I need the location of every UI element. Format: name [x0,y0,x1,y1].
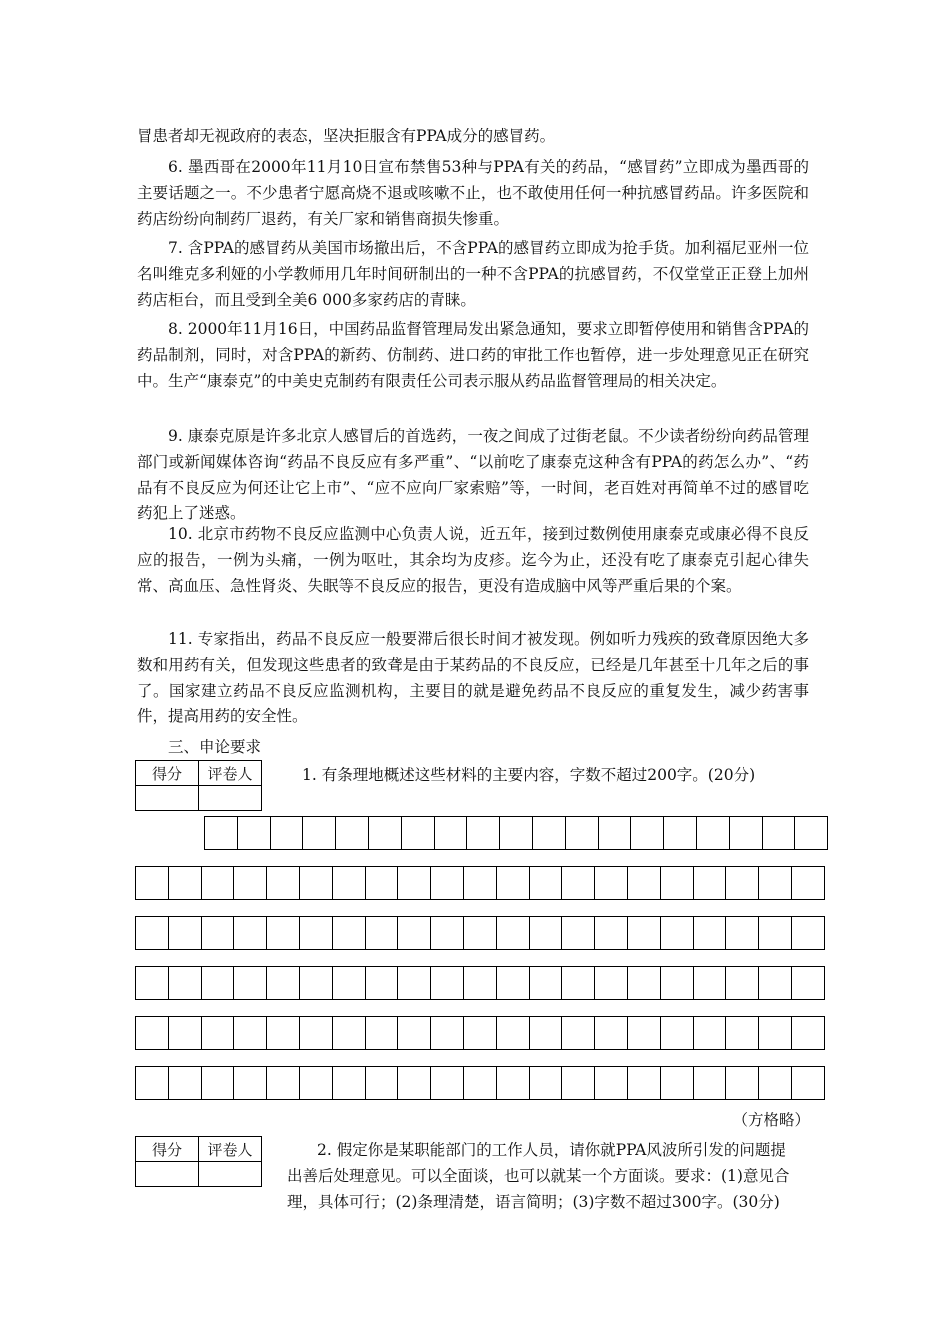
answer-grid-cell[interactable] [299,866,333,900]
answer-grid-cell[interactable] [725,916,759,950]
paragraph-9: 9. 康泰克原是许多北京人感冒后的首选药，一夜之间成了过街老鼠。不少读者纷纷向药品管理部门或新闻媒体咨询“药品不良反应有多严重”、“以前吃了康泰克这种含有PPA的药怎么办”、“药品有不良反应为何还让它上市”、“应不应向厂家索赔”等，一时间，老百姓对再简单不过的感冒吃药犯上了迷惑。 [137,427,809,523]
answer-grid-cell[interactable] [791,1066,825,1100]
answer-grid-cell[interactable] [266,966,300,1000]
answer-grid-cell[interactable] [201,1016,235,1050]
answer-grid-cell[interactable] [201,1066,235,1100]
answer-grid-cell[interactable] [266,1066,300,1100]
answer-grid-cell[interactable] [594,966,628,1000]
answer-grid-cell[interactable] [299,966,333,1000]
score-label: 得分 [136,761,199,786]
section-heading: 三、申论要求 [168,738,262,756]
paragraph-continuation: 冒患者却无视政府的表态，坚决拒服含有PPA成分的感冒药。 [137,127,556,145]
score-box-2 [135,1136,262,1187]
answer-grid-cell[interactable] [660,1016,694,1050]
answer-grid-cell[interactable] [463,1066,497,1100]
answer-grid-cell[interactable] [627,916,661,950]
answer-grid-cell[interactable] [335,816,369,850]
answer-grid-cell[interactable] [627,1016,661,1050]
answer-grid-cell[interactable] [237,816,271,850]
answer-grid-cell[interactable] [791,1016,825,1050]
question-2-line1: 2. 假定你是某职能部门的工作人员，请你就PPA风波所引发的问题提 [317,1141,786,1159]
answer-grid-cell[interactable] [725,866,759,900]
paragraph-7: 7. 含PPA的感冒药从美国市场撤出后，不含PPA的感冒药立即成为抢手货。加利福尼亚州一位名叫维克多利娅的小学教师用几年时间研制出的一种不含PPA的抗感冒药，不仅堂堂正正登上加州药店柜台，而且受到全美6 000多家药店的青睐。 [137,239,809,309]
answer-grid-cell[interactable] [627,866,661,900]
answer-grid-cell[interactable] [729,816,763,850]
answer-grid-cell[interactable] [434,816,468,850]
answer-grid-cell[interactable] [561,1016,595,1050]
answer-grid-cell[interactable] [332,866,366,900]
answer-grid-cell[interactable] [302,816,336,850]
answer-grid-row [135,916,825,950]
answer-grid-cell[interactable] [233,916,267,950]
answer-grid-cell[interactable] [791,966,825,1000]
answer-grid-cell[interactable] [430,1016,464,1050]
answer-grid-cell[interactable] [758,1066,792,1100]
answer-grid-cell[interactable] [266,866,300,900]
answer-grid-cell[interactable] [299,1066,333,1100]
question-1: 1. 有条理地概述这些材料的主要内容，字数不超过200字。(20分) [302,766,756,784]
score-field[interactable] [136,1162,199,1187]
answer-grid-cell[interactable] [496,966,530,1000]
question-2-rest: 出善后处理意见。可以全面谈，也可以就某一个方面谈。要求：(1)意见合理，具体可行；(2)条理清楚，语言简明；(3)字数不超过300字。(30分) [287,1167,790,1211]
answer-grid-cell[interactable] [463,916,497,950]
answer-grid-cell[interactable] [496,1016,530,1050]
answer-grid-cell[interactable] [529,1066,563,1100]
answer-grid-cell[interactable] [693,966,727,1000]
answer-grid-cell[interactable] [529,1016,563,1050]
answer-grid-cell[interactable] [332,1066,366,1100]
answer-grid-cell[interactable] [529,866,563,900]
answer-grid-row [135,1066,825,1100]
answer-grid-cell[interactable] [529,966,563,1000]
answer-grid-cell[interactable] [594,1016,628,1050]
answer-grid-cell[interactable] [430,966,464,1000]
answer-grid-cell[interactable] [397,1016,431,1050]
answer-grid-row [135,966,825,1000]
answer-grid-cell[interactable] [693,1016,727,1050]
answer-grid-cell[interactable] [532,816,566,850]
answer-grid-cell[interactable] [627,1066,661,1100]
grader-label: 评卷人 [199,1137,262,1162]
paragraph-6: 6. 墨西哥在2000年11月10日宣布禁售53种与PPA有关的药品，“感冒药”立即成为墨西哥的主要话题之一。不少患者宁愿高烧不退或咳嗽不止，也不敢使用任何一种抗感冒药品。许多医院和药店纷纷向制药厂退药，有关厂家和销售商损失惨重。 [137,158,809,228]
answer-grid-cell[interactable] [365,916,399,950]
answer-grid-cell[interactable] [758,966,792,1000]
answer-grid-cell[interactable] [430,916,464,950]
answer-grid-cell[interactable] [135,1016,169,1050]
grader-field[interactable] [199,1162,262,1187]
answer-grid-cell[interactable] [430,1066,464,1100]
answer-grid-cell[interactable] [594,916,628,950]
grid-note: （方格略） [732,1111,810,1129]
answer-grid-cell[interactable] [365,966,399,1000]
answer-grid-cell[interactable] [693,916,727,950]
answer-grid-cell[interactable] [397,866,431,900]
answer-grid-cell[interactable] [430,866,464,900]
answer-grid-cell[interactable] [561,866,595,900]
answer-grid-cell[interactable] [630,816,664,850]
grader-field[interactable] [199,786,262,811]
answer-grid-cell[interactable] [758,916,792,950]
answer-grid-cell[interactable] [463,866,497,900]
answer-grid-cell[interactable] [791,916,825,950]
answer-grid-cell[interactable] [204,816,238,850]
answer-grid-cell[interactable] [397,916,431,950]
answer-grid-cell[interactable] [725,1016,759,1050]
answer-grid-cell[interactable] [332,966,366,1000]
answer-grid-cell[interactable] [233,866,267,900]
answer-grid-cell[interactable] [791,866,825,900]
answer-grid-cell[interactable] [365,1016,399,1050]
answer-grid-cell[interactable] [168,1066,202,1100]
answer-grid-cell[interactable] [135,966,169,1000]
answer-grid-cell[interactable] [758,1016,792,1050]
answer-grid-cell[interactable] [627,966,661,1000]
answer-grid-cell[interactable] [693,1066,727,1100]
paragraph-11: 11. 专家指出，药品不良反应一般要滞后很长时间才被发现。例如听力残疾的致聋原因绝大多数和用药有关，但发现这些患者的致聋是由于某药品的不良反应，已经是几年甚至十几年之后的事了。国家建立药品不良反应监测机构，主要目的就是避免药品不良反应的重复发生，减少药害事件，提高用药的安全性。 [137,630,809,726]
answer-grid-cell[interactable] [561,1066,595,1100]
answer-grid-cell[interactable] [496,916,530,950]
answer-grid-cell[interactable] [594,1066,628,1100]
grader-label: 评卷人 [199,761,262,786]
answer-grid-cell[interactable] [663,816,697,850]
answer-grid-cell[interactable] [135,1066,169,1100]
answer-grid-row [135,866,825,900]
answer-grid-cell[interactable] [794,816,828,850]
answer-grid-cell[interactable] [660,866,694,900]
answer-grid-cell[interactable] [201,966,235,1000]
answer-grid-cell[interactable] [693,866,727,900]
score-box-1 [135,760,262,811]
answer-grid-cell[interactable] [401,816,435,850]
answer-grid-cell[interactable] [660,1066,694,1100]
answer-grid-cell[interactable] [168,1016,202,1050]
answer-grid-cell[interactable] [266,916,300,950]
answer-grid-cell[interactable] [135,916,169,950]
answer-grid-cell[interactable] [368,816,402,850]
answer-grid-cell[interactable] [725,1066,759,1100]
answer-grid-row [204,816,828,850]
answer-grid-cell[interactable] [233,966,267,1000]
answer-grid-cell[interactable] [496,866,530,900]
answer-grid-cell[interactable] [561,966,595,1000]
paragraph-8: 8. 2000年11月16日，中国药品监督管理局发出紧急通知，要求立即暂停使用和销售含PPA的药品制剂，同时，对含PPA的新药、仿制药、进口药的审批工作也暂停，进一步处理意见正在研究中。生产“康泰克”的中美史克制药有限责任公司表示服从药品监督管理局的相关决定。 [137,320,809,390]
answer-grid-cell[interactable] [168,916,202,950]
paragraph-10: 10. 北京市药物不良反应监测中心负责人说，近五年，接到过数例使用康泰克或康必得不良反应的报告，一例为头痛，一例为呕吐，其余均为皮疹。迄今为止，还没有吃了康泰克引起心律失常、高血压、急性肾炎、失眠等不良反应的报告，更没有造成脑中风等严重后果的个案。 [137,525,809,595]
answer-grid-cell[interactable] [266,1016,300,1050]
answer-grid-cell[interactable] [762,816,796,850]
answer-grid-cell[interactable] [299,1016,333,1050]
answer-grid-cell[interactable] [565,816,599,850]
answer-grid-cell[interactable] [233,1066,267,1100]
answer-grid-cell[interactable] [168,966,202,1000]
answer-grid-cell[interactable] [201,916,235,950]
answer-grid-cell[interactable] [496,1066,530,1100]
answer-grid-cell[interactable] [233,1016,267,1050]
answer-grid-cell[interactable] [529,916,563,950]
answer-grid-cell[interactable] [696,816,730,850]
answer-grid-cell[interactable] [201,866,235,900]
answer-grid-cell[interactable] [660,916,694,950]
answer-grid-cell[interactable] [758,866,792,900]
score-field[interactable] [136,786,199,811]
answer-grid-cell[interactable] [725,966,759,1000]
answer-grid-cell[interactable] [135,866,169,900]
answer-grid-cell[interactable] [397,1066,431,1100]
answer-grid-cell[interactable] [660,966,694,1000]
answer-grid-cell[interactable] [332,916,366,950]
answer-grid-cell[interactable] [466,816,500,850]
answer-grid-cell[interactable] [365,1066,399,1100]
score-label: 得分 [136,1137,199,1162]
answer-grid-cell[interactable] [463,966,497,1000]
answer-grid-cell[interactable] [270,816,304,850]
answer-grid-cell[interactable] [168,866,202,900]
answer-grid-cell[interactable] [365,866,399,900]
answer-grid-row [135,1016,825,1050]
answer-grid-cell[interactable] [299,916,333,950]
answer-grid-cell[interactable] [499,816,533,850]
answer-grid-cell[interactable] [598,816,632,850]
answer-grid-cell[interactable] [463,1016,497,1050]
answer-grid-cell[interactable] [561,916,595,950]
answer-grid-cell[interactable] [594,866,628,900]
answer-grid-cell[interactable] [397,966,431,1000]
answer-grid-cell[interactable] [332,1016,366,1050]
